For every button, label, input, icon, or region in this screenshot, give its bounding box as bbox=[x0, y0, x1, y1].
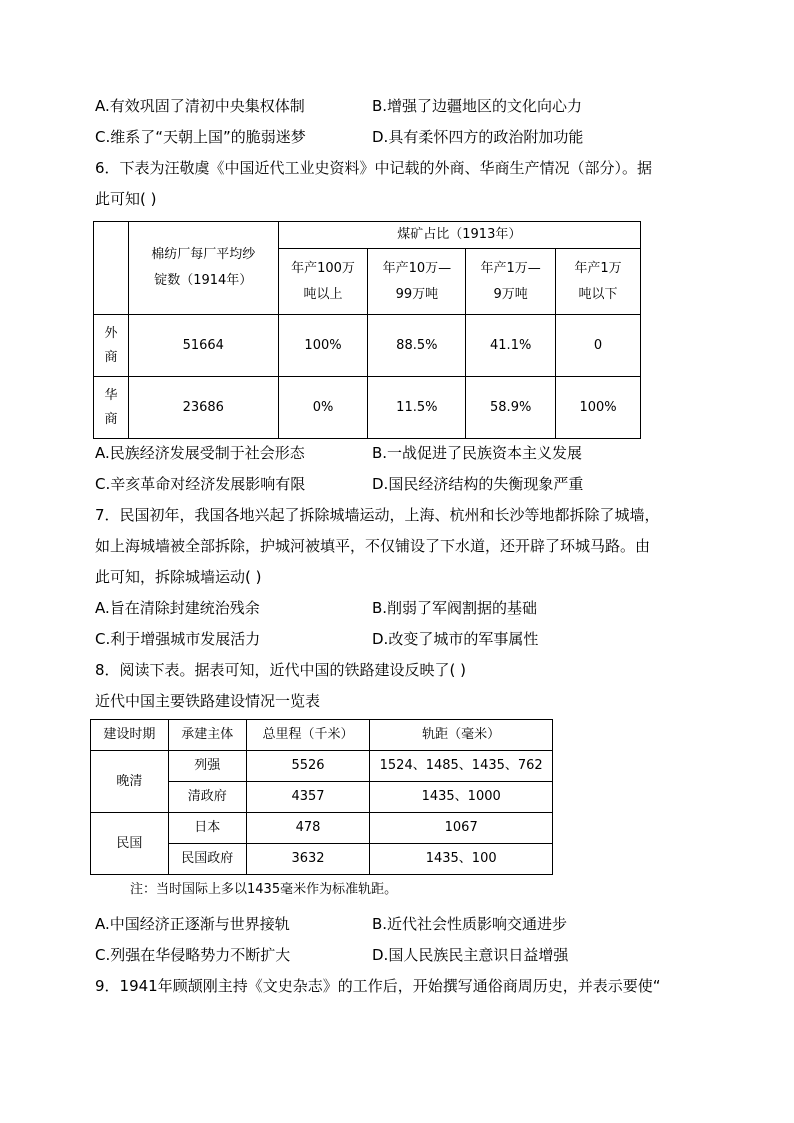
q8-gauge-cell: 1067 bbox=[370, 813, 553, 844]
q6-sub-header-line2: 9万吨 bbox=[493, 286, 528, 302]
q6-sub-header bbox=[368, 249, 466, 315]
q8-table-note: 注：当时国际上多以1435毫米作为标准轨距。 bbox=[130, 882, 398, 897]
table-row bbox=[91, 813, 553, 844]
q6-row-label-top: 华 bbox=[104, 387, 118, 403]
q8-option-a: A.中国经济正逐渐与世界接轨 bbox=[95, 915, 290, 933]
q6-stem-line1: 6．下表为汪敬虞《中国近代工业史资料》中记载的外商、华商生产情况（部分）。据 bbox=[95, 159, 653, 177]
q8-option-b: B.近代社会性质影响交通进步 bbox=[372, 915, 568, 933]
q6-cell: 100% bbox=[278, 315, 368, 377]
q8-length-cell: 5526 bbox=[246, 751, 370, 782]
q6-sub-header-line1: 年产100万 bbox=[291, 260, 355, 276]
q8-builder-cell: 列强 bbox=[168, 751, 246, 782]
q8-period-cell: 民国 bbox=[91, 813, 169, 875]
q7-option-a: A.旨在清除封建统治残余 bbox=[95, 599, 260, 617]
q8-header-cell: 总里程（千米） bbox=[246, 720, 370, 751]
q6-col1-header bbox=[128, 222, 278, 315]
q6-cell: 58.9% bbox=[466, 377, 556, 439]
q8-length-cell: 3632 bbox=[246, 844, 370, 875]
q5-option-a: A.有效巩固了清初中央集权体制 bbox=[95, 97, 305, 115]
q8-option-d: D.国人民族民主意识日益增强 bbox=[372, 946, 569, 964]
q8-header-cell: 承建主体 bbox=[168, 720, 246, 751]
q6-table-corner bbox=[94, 222, 129, 315]
q8-stem: 8．阅读下表。据表可知，近代中国的铁路建设反映了( ) bbox=[95, 661, 467, 679]
q8-header-cell: 轨距（毫米） bbox=[370, 720, 553, 751]
q6-sub-header bbox=[278, 249, 368, 315]
q8-gauge-cell: 1524、1485、1435、762 bbox=[370, 751, 553, 782]
q6-cell: 0% bbox=[278, 377, 368, 439]
table-row bbox=[91, 720, 553, 751]
q6-cell-spindles: 23686 bbox=[128, 377, 278, 439]
q6-row-label-bottom: 商 bbox=[104, 411, 118, 427]
q6-option-c: C.辛亥革命对经济发展影响有限 bbox=[95, 475, 306, 493]
q7-option-d: D.改变了城市的军事属性 bbox=[372, 630, 539, 648]
q6-cell-spindles: 51664 bbox=[128, 315, 278, 377]
q6-col1-header-line1: 棉纺厂每厂平均纱 bbox=[151, 247, 256, 262]
q5-option-d: D.具有柔怀四方的政治附加功能 bbox=[372, 128, 584, 146]
q8-table bbox=[90, 719, 553, 875]
q6-cell: 11.5% bbox=[368, 377, 466, 439]
q8-option-c: C.列强在华侵略势力不断扩大 bbox=[95, 946, 291, 964]
q6-sub-header-line2: 吨以下 bbox=[578, 286, 618, 302]
q8-length-cell: 4357 bbox=[246, 782, 370, 813]
table-row bbox=[94, 377, 641, 439]
q8-builder-cell: 民国政府 bbox=[168, 844, 246, 875]
q6-sub-header-line1: 年产1万 bbox=[574, 260, 622, 276]
q7-stem-line1: 7．民国初年，我国各地兴起了拆除城墙运动，上海、杭州和长沙等地都拆除了城墙， bbox=[95, 506, 660, 524]
q6-sub-header bbox=[556, 249, 641, 315]
q6-cell: 0 bbox=[556, 315, 641, 377]
q6-table bbox=[93, 221, 641, 439]
q6-cell: 100% bbox=[556, 377, 641, 439]
q6-sub-header-line2: 99万吨 bbox=[395, 286, 439, 302]
q7-stem-line2: 如上海城墙被全部拆除，护城河被填平，不仅铺设了下水道，还开辟了环城马路。由 bbox=[95, 537, 651, 555]
q6-group-header: 煤矿占比（1913年） bbox=[278, 222, 640, 249]
q6-cell: 41.1% bbox=[466, 315, 556, 377]
q6-sub-header-line1: 年产1万— bbox=[480, 260, 541, 276]
q5-option-b: B.增强了边疆地区的文化向心力 bbox=[372, 97, 583, 115]
q6-row-label bbox=[94, 377, 129, 439]
q5-option-c: C.维系了“天朝上国”的脆弱迷梦 bbox=[95, 128, 306, 146]
q7-option-b: B.削弱了军阀割据的基础 bbox=[372, 599, 538, 617]
q8-table-title: 近代中国主要铁路建设情况一览表 bbox=[95, 692, 321, 710]
q6-row-label-top: 外 bbox=[104, 325, 118, 341]
q6-stem-line2: 此可知( ) bbox=[95, 190, 157, 208]
q6-sub-header bbox=[466, 249, 556, 315]
q6-option-d: D.国民经济结构的失衡现象严重 bbox=[372, 475, 584, 493]
q8-gauge-cell: 1435、100 bbox=[370, 844, 553, 875]
q8-header-cell: 建设时期 bbox=[91, 720, 169, 751]
q8-gauge-cell: 1435、1000 bbox=[370, 782, 553, 813]
q6-cell: 88.5% bbox=[368, 315, 466, 377]
q6-sub-header-line1: 年产10万— bbox=[382, 260, 452, 276]
q9-stem-line1: 9．1941年顾颉刚主持《文史杂志》的工作后，开始撰写通俗商周历史，并表示要使“ bbox=[95, 977, 661, 995]
q6-option-b: B.一战促进了民族资本主义发展 bbox=[372, 444, 583, 462]
q6-option-a: A.民族经济发展受制于社会形态 bbox=[95, 444, 305, 462]
q8-period-cell: 晚清 bbox=[91, 751, 169, 813]
q8-length-cell: 478 bbox=[246, 813, 370, 844]
q6-row-label-bottom: 商 bbox=[104, 349, 118, 365]
q7-option-c: C.利于增强城市发展活力 bbox=[95, 630, 261, 648]
q7-stem-line3: 此可知，拆除城墙运动( ) bbox=[95, 568, 262, 586]
table-row bbox=[94, 315, 641, 377]
q8-builder-cell: 清政府 bbox=[168, 782, 246, 813]
q6-row-label bbox=[94, 315, 129, 377]
q6-col1-header-line2: 锭数（1914年） bbox=[154, 273, 253, 288]
table-row bbox=[91, 751, 553, 782]
q8-builder-cell: 日本 bbox=[168, 813, 246, 844]
q6-sub-header-line2: 吨以上 bbox=[303, 286, 343, 302]
